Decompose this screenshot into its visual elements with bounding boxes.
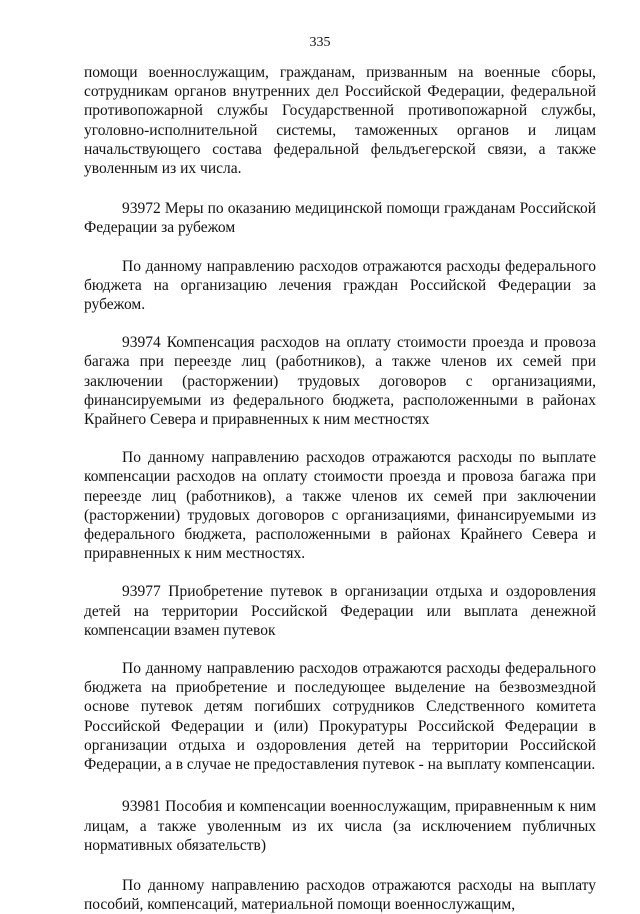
paragraph-continuation: помощи военнослужащим, гражданам, призванным на военные сборы, сотрудникам органов внутренних дел Российской Федерации, федеральной противопожарной службы Государственной противопожарной службы, уголовно-исполнительной системы, таможенных органов и лицам начальствующего состава федеральной фельдъегерской связи, а также уволенным из их числа.: [84, 64, 596, 178]
paragraph-93974-description: По данному направлению расходов отражаются расходы по выплате компенсации расходов на оплату стоимости проезда и провоза багажа при переезде лиц (работников), а также членов их семей при заключении (расторжении) трудовых договоров с организациями, финансируемыми из федерального бюджета, расположенными в районах Крайнего Севера и приравненных к ним местностях.: [84, 449, 596, 563]
document-body: [84, 63, 596, 914]
paragraph-93977-description: По данному направлению расходов отражаются расходы федерального бюджета на приобретение и последующее выделение на безвозмездной основе путевок детям погибших сотрудников Следственного комитета Российской Федерации и (или) Прокуратуры Российской Федерации в организации отдыха и оздоровления детей на территории Российской Федерации, а в случае не предоставления путевок - на выплату компенсации.: [84, 660, 596, 774]
section-heading-93977: 93977 Приобретение путевок в организации отдыха и оздоровления детей на территории Российской Федерации или выплата денежной компенсации взамен путевок: [84, 583, 596, 639]
paragraph-93972-description: По данному направлению расходов отражаются расходы федерального бюджета на организацию лечения граждан Российской Федерации за рубежом.: [84, 257, 596, 314]
paragraph-93981-description: По данному направлению расходов отражаются расходы на выплату пособий, компенсаций, материальной помощи военнослужащим,: [84, 876, 596, 914]
section-heading-93972: 93972 Меры по оказанию медицинской помощи гражданам Российской Федерации за рубежом: [84, 200, 596, 237]
section-heading-93974: 93974 Компенсация расходов на оплату стоимости проезда и провоза багажа при переезде лиц (работников), а также членов их семей при заключении (расторжении) трудовых договоров с организациями, финансируемыми из федерального бюджета, расположенными в районах Крайнего Севера и приравненных к ним местностях: [84, 334, 596, 429]
page-number: 335: [309, 35, 331, 50]
section-heading-93981: 93981 Пособия и компенсации военнослужащим, приравненным к ним лицам, а также уволенным из их числа (за исключением публичных нормативных обязательств): [84, 798, 596, 854]
